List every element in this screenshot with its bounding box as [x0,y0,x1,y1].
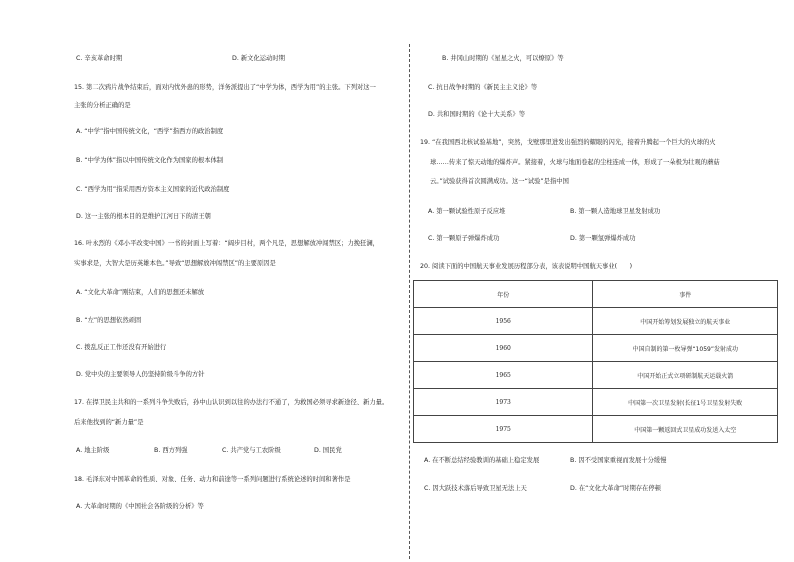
q16-option-a: A. “文化大革命”刚结束，人们的思想还未解放 [76,289,205,296]
q17-option-a: A. 地主阶级 [76,447,110,454]
table-cell-year: 1956 [414,308,593,335]
table-header-year: 年份 [414,281,593,308]
q18-option-a: A. 大革命时期的《中国社会各阶级的分析》等 [76,503,204,510]
q15-stem-line1: 15. 第二次鸦片战争结束后，面对内忧外患的形势，洋务派提出了“中学为体，西学为用”的主张。下列对这一 [74,84,376,91]
q17-stem-line1: 17. 在捍卫民主共和的一系列斗争失败后，孙中山认识到以往的办法行不通了，为救国必须寻求新途径、新力量。 [74,399,389,406]
q17-option-d: D. 国民党 [314,447,342,454]
q17-option-b: B. 西方列强 [154,447,188,454]
table-cell-event: 中国开始正式立项研制航天运载火箭 [593,362,778,389]
q19-stem-line1: 19. “在我国西北核试验基地”，突然，戈壁那里进发出强烈的耀眼的闪光，接着升腾起一个巨大的火球的火 [420,139,716,146]
q19-option-a: A. 第一颗试验性原子反应堆 [428,208,506,215]
q20-option-a: A. 在不断总结经验教训的基础上稳定发展 [424,457,540,464]
table-row [414,308,778,335]
table-header-event: 事件 [593,281,778,308]
q19-stem-line3: 云。”试验获得首次圆满成功。这一“试验”是指中国 [430,178,569,185]
q19-option-c: C. 第一颗原子弹爆炸成功 [428,235,500,242]
table-cell-event: 中国自制的第一枚导弹“1059”发射成功 [593,335,778,362]
q16-stem-line2: 实事求是，大智大是历英雄本色。”导致“思想解放冲闯禁区”的主要原因是 [74,260,276,267]
q19-stem-line2: 球……传来了惊天动地的爆炸声。紧接着，火球与地面卷起的尘柱连成一体，形成了一朵极为壮观的蘑菇 [430,159,720,166]
q19-option-d: D. 第一颗氢弹爆炸成功 [570,235,636,242]
q20-option-c: C. 因大跃技术落后导致卫星无法上天 [424,485,527,492]
q14-option-d: D. 新文化运动时期 [232,55,285,62]
table-row [414,416,778,443]
q18-stem: 18. 毛泽东对中国革命的性质、对象、任务、动力和前途等一系列问题进行系统论述的时间和著作是 [74,476,351,483]
q20-option-d: D. 在“文化大革命”时期存在停顿 [570,485,661,492]
table-cell-event: 中国开始筹划发展独立的航天事业 [593,308,778,335]
table-row [414,335,778,362]
q18-option-d: D. 共和国时期的《论十大关系》等 [428,111,526,118]
q20-stem: 20. 阅读下面的中国航天事业发展历程部分表，该表说明中国航天事业( ) [420,263,633,270]
q18-option-c: C. 抗日战争时期的《新民主主义论》等 [428,84,538,91]
q16-stem-line1: 16. 叶永烈的《邓小平改变中国》一书的封面上写着：“阔步目村，两个凡是，思想解放冲闯禁区；力挽狂澜， [74,240,379,247]
q15-stem-line2: 主张的分析正确的是 [74,102,131,109]
q15-option-c: C. “西学为用”指采用西方资本主义国家的近代政治制度 [76,186,230,193]
q19-option-b: B. 第一颗人造地球卫星发射成功 [570,208,661,215]
q17-stem-line2: 后来他找到的“新力量”是 [74,419,144,426]
table-header-row [414,281,778,308]
table-cell-event: 中国第一次卫星发射(长征1号卫星发射失败 [593,389,778,416]
table-cell-year: 1960 [414,335,593,362]
q15-option-b: B. “中学为体”指以中国传统文化作为国家的根本体制 [76,157,224,164]
table-cell-year: 1973 [414,389,593,416]
table-cell-year: 1975 [414,416,593,443]
q18-option-b: B. 井冈山时期的《星星之火，可以燎原》等 [442,55,564,62]
q14-option-c: C. 辛亥革命时期 [76,55,123,62]
q15-option-a: A. “中学”指中国传统文化，“西学”指西方的政治制度 [76,128,224,135]
table-cell-year: 1965 [414,362,593,389]
q16-option-d: D. 党中央的主要领导人仍坚持阶级斗争的方针 [76,371,205,378]
column-divider [409,44,410,559]
q15-option-d: D. 这一主张的根本目的是维护江河日下的清王朝 [76,213,211,220]
table-cell-event: 中国第一颗返回式卫星成功发送入太空 [593,416,778,443]
space-history-table [413,280,778,443]
q17-option-c: C. 共产党与工农阶级 [222,447,281,454]
q20-option-b: B. 因不受国家重视而发展十分缓慢 [570,457,667,464]
table-row [414,362,778,389]
table-row [414,389,778,416]
q16-option-c: C. 拨乱反正工作还没有开始进行 [76,344,167,351]
q16-option-b: B. “左”的思想依然顽固 [76,317,142,324]
